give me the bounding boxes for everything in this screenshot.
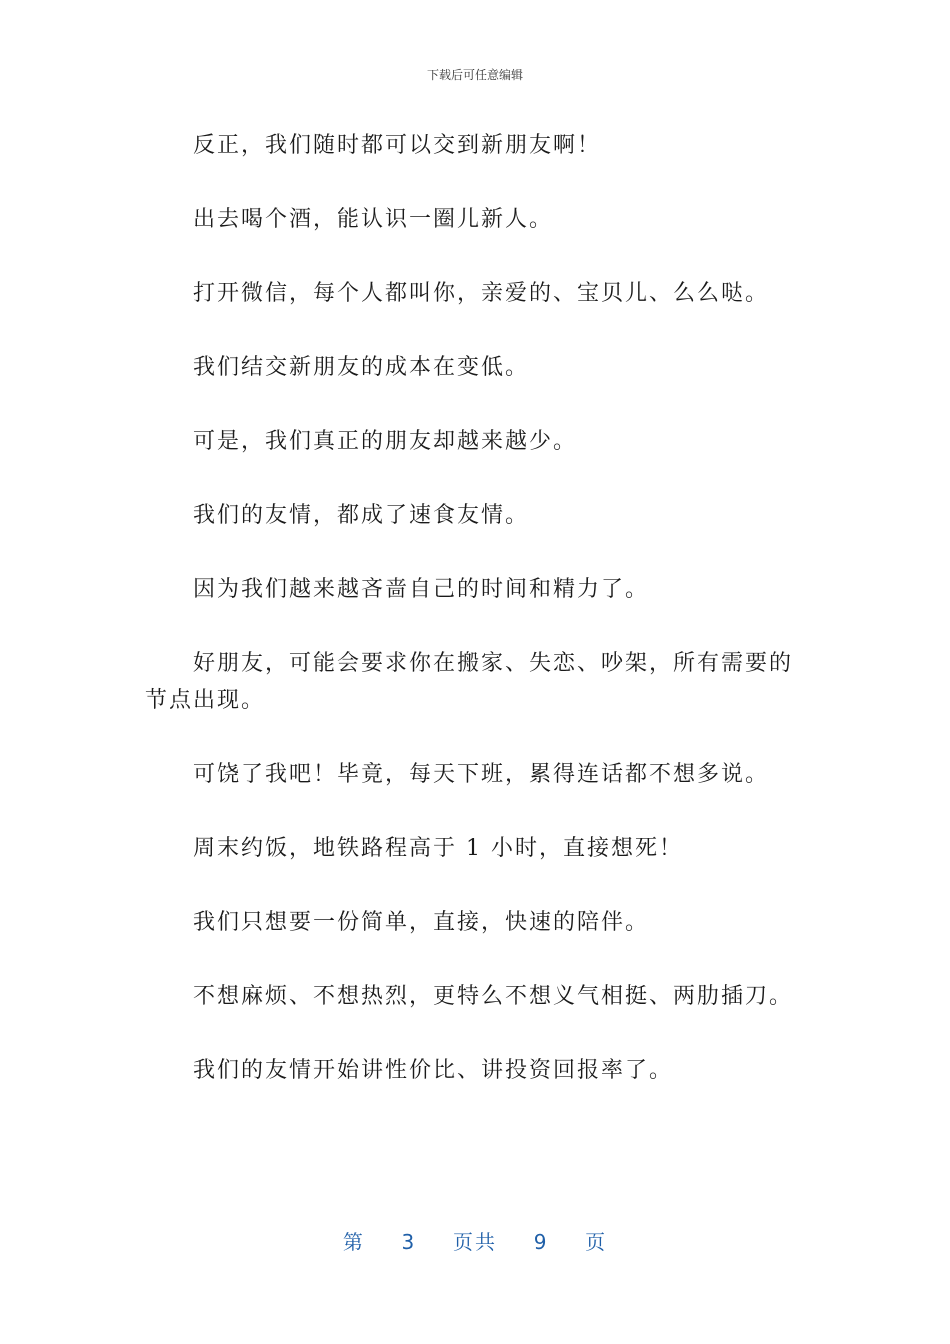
paragraph: 出去喝个酒，能认识一圈儿新人。 [193,207,554,232]
paragraph: 可是，我们真正的朋友却越来越少。 [193,429,578,454]
paragraph: 打开微信，每个人都叫你，亲爱的、宝贝儿、么么哒。 [193,281,770,306]
page-footer [0,1226,950,1255]
document-body [145,127,805,1126]
paragraph: 我们的友情开始讲性价比、讲投资回报率了。 [193,1058,674,1083]
footer-page-number: 3 [401,1230,417,1254]
paragraph: 不想麻烦、不想热烈，更特么不想义气相挺、两肋插刀。 [193,984,794,1009]
paragraph: 我们结交新朋友的成本在变低。 [193,355,530,380]
footer-total-pages: 9 [533,1230,549,1254]
paragraph: 反正，我们随时都可以交到新朋友啊！ [193,133,602,158]
header-note: 下载后可任意编辑 [426,68,523,82]
paragraph: 我们的友情，都成了速食友情。 [193,503,530,528]
paragraph: 好朋友，可能会要求你在搬家、失恋、吵架，所有需要的节点出现。 [145,651,794,713]
footer-middle: 页共 [453,1230,497,1254]
paragraph: 周末约饭，地铁路程高于 1 小时，直接想死！ [193,836,683,861]
paragraph: 可饶了我吧！毕竟，每天下班，累得连话都不想多说。 [193,762,770,787]
paragraph: 因为我们越来越吝啬自己的时间和精力了。 [193,577,650,602]
footer-suffix: 页 [585,1230,608,1254]
footer-prefix: 第 [342,1230,365,1254]
paragraph: 我们只想要一份简单，直接，快速的陪伴。 [193,910,650,935]
